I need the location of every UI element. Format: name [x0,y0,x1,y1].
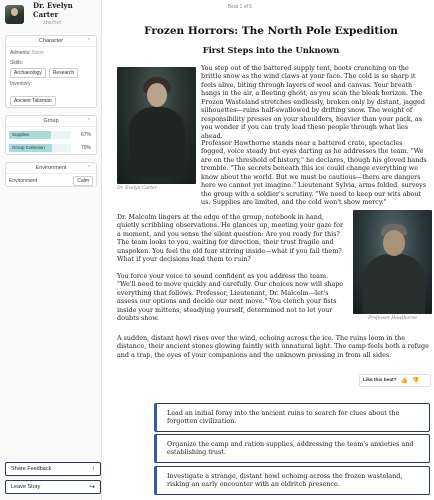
share-feedback-button[interactable] [5,462,101,476]
environment-value: Calm [73,176,93,186]
supplies-bar [9,131,71,139]
ailments-value: None [31,50,44,56]
thumbs-down-icon[interactable]: 👎 [412,378,420,384]
choice-option[interactable] [154,466,430,495]
leave-story-button[interactable] [5,480,101,494]
feedback-prompt: Like this beat? [363,378,397,383]
chevron-up-icon[interactable]: ⌃ [86,38,91,44]
skills-label: Skills: [10,60,24,66]
skills-list [6,66,96,78]
chevron-up-icon[interactable]: ⌃ [86,118,91,124]
inventory-list [6,87,96,107]
environment-row [6,174,96,186]
character-portrait-caption: Dr. Evelyn Carter [117,186,157,191]
character-heading: Character [38,38,64,44]
leave-story-label: Leave Story [11,484,41,490]
environment-panel-header[interactable] [6,163,96,174]
profile-header[interactable] [0,0,101,28]
skill-tag: Archaeology [10,68,46,78]
group-heading: Group [43,118,59,124]
character-panel [5,35,97,108]
supplies-value: 67% [80,131,91,138]
avatar [5,5,24,24]
cohesion-row [6,142,96,153]
sidebar [0,0,102,500]
character-panel-header[interactable] [6,36,96,47]
environment-panel [5,162,97,187]
group-panel-header[interactable] [6,116,96,127]
choice-option[interactable] [154,403,430,432]
character-portrait-image [117,67,196,184]
character-portrait-card [117,67,196,194]
story-paragraph: Dr. Malcolm lingers at the edge of the group, notebook in hand, quietly scribbling observations. He glances up, meeting your gaze for a moment, and you sense the silent question: Are you ready for this? The team looks to you, waiting for direction, their trust fragile and unspoken. You feel the old fear stirring inside—what if you fail them? What if your decisions lead them to ruin? [117,213,344,264]
skill-tag: Research [49,68,78,78]
environment-label: Environment [9,178,38,184]
professor-portrait-card [353,210,432,326]
choice-text: Investigate a strange, distant howl echoing across the frozen wasteland, risking an early encounter with an eldritch presence. [167,472,403,489]
story-paragraph: Professor Hawthorne stands near a battered crate, spectacles fogged, voice steady but eyes darting as he addresses the team. "We are on the threshold of history," he declares, though his gloved hands tremble. "The secrets beneath this ice could change everything we know about the world. But we must be cautious—there are dangers here we cannot yet imagine." Lieutenant Sylvia, arms folded, surveys the group with a soldier's scrutiny. "We need to keep our wits about us. Supplies are limited, and the cold won't show mercy." [201,139,427,207]
ailments-row [6,50,96,56]
cohesion-value: 70% [80,144,91,151]
supplies-row [6,129,96,140]
story-paragraph: You force your voice to sound confident as you address the team. "We'll need to move quickly and carefully. Our choices now will shape everything that follows. Professor, Lieutenant, Dr. Malcolm—let's assess our options and decide our next move." You clench your fists inside your mittens, steadying yourself, determined not to let your doubts show. [117,272,344,323]
choice-text: Organize the camp and ration supplies, addressing the team's anxieties and establishing trust. [167,440,414,457]
professor-portrait-caption: Professor Hawthorne [368,316,417,321]
share-feedback-label: Share Feedback [11,466,52,472]
inventory-tag: Ancient Talisman [10,96,56,106]
profile-name: Dr. Evelyn Carter [33,1,73,19]
beat-indicator: Beat 1 of 5 [227,4,253,10]
story-paragraph: A sudden, distant howl rises over the wind, echoing across the ice. The ruins loom in the distance, their ancient stones glowing faintly with unnatural light. The camp feels both a refuge and a trap, the eyes of your companions and the unknown pressing in from all sides. [117,334,429,359]
story-subtitle: First Steps into the Unknown [202,45,340,55]
inventory-label: Inventory: [10,81,32,87]
arrow-up-icon: ↑ [91,465,95,473]
cohesion-bar [9,144,71,152]
ailments-label: Ailments: [10,50,31,56]
environment-heading: Environment [35,165,67,171]
story-title: Frozen Horrors: The North Pole Expedition [144,25,398,37]
choice-option[interactable] [154,434,430,463]
professor-portrait-image [353,210,432,314]
choice-text: Lead an initial foray into the ancient ruins to search for clues about the forgotten civilization. [167,409,400,426]
chevron-up-icon[interactable]: ⌃ [86,165,91,171]
exit-icon: ↪ [89,484,95,491]
story-paragraph: You step out of the battered supply tent, boots crunching on the brittle snow as the wind claws at your face. The cold is so sharp it feels alive, biting through layers of wool and canvas. Your breath hangs in the air, a fleeting ghost, as you scan the bleak horizon. The Frozen Wasteland stretches endlessly, broken only by distant, jagged silhouettes—ruins half-swallowed by drifting snow. The weight of responsibility presses on your shoulders, heavier than your pack, as you wonder if you can truly lead these people through what lies ahead. [201,64,426,140]
beat-feedback [359,374,431,387]
cohesion-label: Group Cohesion [12,144,45,150]
thumbs-up-icon[interactable]: 👍 [400,378,409,384]
group-panel [5,115,97,155]
supplies-label: Supplies [12,131,30,137]
profile-pronouns: she/her [43,20,62,26]
